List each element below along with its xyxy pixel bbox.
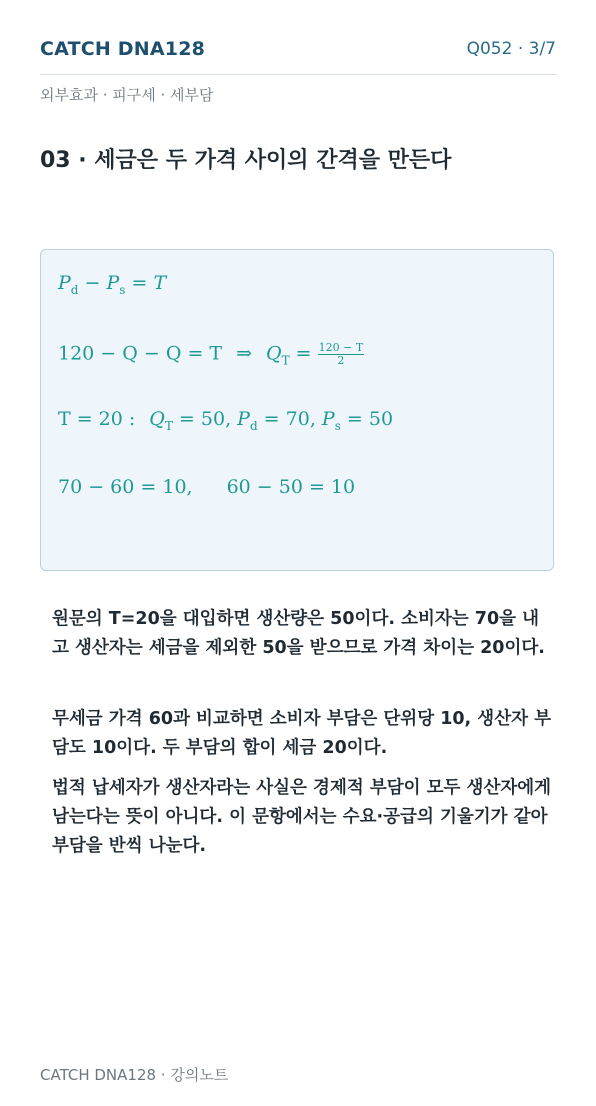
qt-subscript: T bbox=[164, 418, 173, 433]
implies-arrow: ⇒ bbox=[236, 342, 253, 365]
qt-symbol: Q bbox=[149, 408, 165, 430]
math-line-1 bbox=[58, 272, 166, 297]
t-symbol: T bbox=[153, 272, 167, 294]
consumer-burden: 70 − 60 = 10, bbox=[58, 476, 193, 498]
topic-tags: 외부효과 · 피구세 · 세부담 bbox=[40, 86, 214, 104]
ps-symbol: P bbox=[106, 272, 120, 294]
brand-title: CATCH DNA128 bbox=[40, 38, 206, 60]
equals-sign: = bbox=[289, 342, 318, 365]
qt-fraction bbox=[318, 342, 365, 367]
qt-subscript: T bbox=[281, 353, 290, 368]
paragraph-3: 법적 납세자가 생산자라는 사실은 경제적 부담이 모두 생산자에게 남는다는 뜻이 아니다. 이 문항에서는 수요·공급의 기울기가 같아 부담을 반씩 나눈다. bbox=[52, 778, 552, 856]
qt-symbol: Q bbox=[266, 342, 282, 365]
ps-symbol: P bbox=[321, 408, 335, 430]
math-line-4 bbox=[58, 476, 355, 498]
pd-subscript: d bbox=[70, 282, 79, 297]
math-line-2 bbox=[58, 342, 364, 367]
minus-sign: − bbox=[78, 272, 107, 294]
paragraph-1: 원문의 T=20을 대입하면 생산량은 50이다. 소비자는 70을 내고 생산자는 세금을 제외한 50을 받으므로 가격 차이는 20이다. bbox=[52, 609, 545, 658]
pd-symbol: P bbox=[237, 408, 250, 430]
question-indicator: Q052 · 3/7 bbox=[466, 39, 556, 59]
math-box bbox=[40, 249, 554, 571]
qt-value: = 50, bbox=[172, 408, 238, 430]
pd-subscript: d bbox=[249, 418, 258, 433]
tax-value: T = 20 : bbox=[58, 408, 136, 430]
pd-value: = 70, bbox=[257, 408, 322, 430]
fraction-denominator: 2 bbox=[337, 354, 345, 367]
equals-sign: = bbox=[125, 272, 154, 294]
paragraph-2: 무세금 가격 60과 비교하면 소비자 부담은 단위당 10, 생산자 부담도 10이다. 두 부담의 합이 세금 20이다. bbox=[52, 709, 551, 758]
ps-subscript: s bbox=[119, 282, 126, 297]
section-title: 03 · 세금은 두 가격 사이의 간격을 만든다 bbox=[40, 148, 452, 173]
ps-value: = 50 bbox=[340, 408, 394, 430]
page-footer: CATCH DNA128 · 강의노트 bbox=[40, 1066, 229, 1084]
page-header bbox=[40, 36, 556, 75]
producer-burden: 60 − 50 = 10 bbox=[226, 476, 356, 498]
pd-symbol: P bbox=[58, 272, 71, 294]
fraction-numerator: 120 − T bbox=[318, 341, 364, 354]
ps-subscript: s bbox=[334, 418, 341, 433]
demand-supply-equation: 120 − Q − Q = T bbox=[58, 342, 223, 365]
math-line-3 bbox=[58, 408, 393, 433]
